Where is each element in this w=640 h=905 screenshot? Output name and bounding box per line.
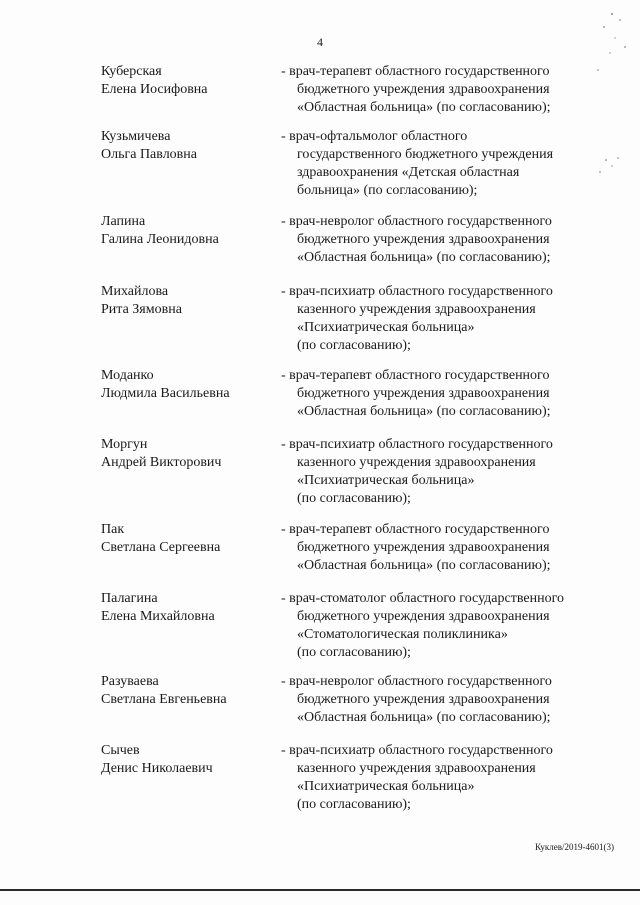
member-given-names: Светлана Сергеевна — [101, 540, 221, 555]
member-role-line: - врач-стоматолог областного государственного — [281, 591, 564, 606]
member-given-names: Галина Леонидовна — [101, 232, 219, 247]
member-role-line: «Областная больница» (по согласованию); — [297, 710, 551, 725]
member-role-line: «Психиатрическая больница» — [297, 320, 475, 335]
member-role-line: (по согласованию); — [297, 797, 411, 812]
member-surname: Куберская — [101, 64, 162, 79]
member-role — [281, 742, 611, 814]
member-role-line: бюджетного учреждения здравоохранения — [297, 232, 550, 247]
member-role-line: «Психиатрическая больница» — [297, 779, 475, 794]
member-role-line: казенного учреждения здравоохранения — [297, 455, 536, 470]
member-role-line: - врач-терапевт областного государственного — [281, 64, 550, 79]
member-name — [101, 521, 276, 557]
member-surname: Пак — [101, 522, 125, 537]
member-role-line: бюджетного учреждения здравоохранения — [297, 82, 550, 97]
member-given-names: Людмила Васильевна — [101, 386, 230, 401]
member-role-line: - врач-терапевт областного государственного — [281, 522, 550, 537]
document-reference: Куклев/2019-4601(3) — [535, 842, 614, 852]
member-role — [281, 521, 611, 575]
member-name — [101, 128, 276, 164]
member-role-line: казенного учреждения здравоохранения — [297, 761, 536, 776]
member-role — [281, 436, 611, 508]
page-number: 4 — [317, 35, 323, 49]
member-role-line: больница» (по согласованию); — [297, 183, 478, 198]
member-surname: Сычев — [101, 743, 140, 758]
scan-bottom-edge — [0, 889, 640, 891]
member-name — [101, 367, 276, 403]
member-surname: Моданко — [101, 368, 154, 383]
member-role-line: «Психиатрическая больница» — [297, 473, 475, 488]
member-role-line: казенного учреждения здравоохранения — [297, 302, 536, 317]
member-surname: Лапина — [101, 214, 146, 229]
member-role-line: - врач-психиатр областного государственного — [281, 743, 553, 758]
member-role-line: бюджетного учреждения здравоохранения — [297, 540, 550, 555]
member-surname: Разуваева — [101, 674, 159, 689]
member-role-line: «Областная больница» (по согласованию); — [297, 558, 551, 573]
member-role — [281, 590, 611, 662]
member-name — [101, 213, 276, 249]
member-role-line: «Областная больница» (по согласованию); — [297, 250, 551, 265]
member-role — [281, 213, 611, 267]
member-role-line: - врач-невролог областного государственного — [281, 214, 552, 229]
member-role-line: «Областная больница» (по согласованию); — [297, 100, 551, 115]
member-role-line: (по согласованию); — [297, 645, 411, 660]
member-given-names: Елена Михайловна — [101, 609, 215, 624]
member-surname: Моргун — [101, 437, 148, 452]
member-name — [101, 436, 276, 472]
member-role-line: - врач-терапевт областного государственного — [281, 368, 550, 383]
member-role-line: (по согласованию); — [297, 491, 411, 506]
member-name — [101, 590, 276, 626]
member-role-line: - врач-психиатр областного государственного — [281, 437, 553, 452]
member-role-line: - врач-офтальмолог областного — [281, 129, 468, 144]
member-name — [101, 63, 276, 99]
member-role-line: - врач-психиатр областного государственного — [281, 284, 553, 299]
member-role-line: - врач-невролог областного государственного — [281, 674, 552, 689]
member-role — [281, 673, 611, 727]
member-role-line: государственного бюджетного учреждения — [297, 147, 554, 162]
member-given-names: Светлана Евгеньевна — [101, 692, 227, 707]
member-role-line: (по согласованию); — [297, 338, 411, 353]
member-surname: Михайлова — [101, 284, 169, 299]
member-name — [101, 283, 276, 319]
member-role — [281, 367, 611, 421]
member-role — [281, 128, 611, 200]
member-role-line: бюджетного учреждения здравоохранения — [297, 609, 550, 624]
member-role-line: бюджетного учреждения здравоохранения — [297, 386, 550, 401]
member-given-names: Елена Иосифовна — [101, 82, 208, 97]
member-role-line: бюджетного учреждения здравоохранения — [297, 692, 550, 707]
member-given-names: Андрей Викторович — [101, 455, 222, 470]
member-surname: Палагина — [101, 591, 158, 606]
member-given-names: Рита Зямовна — [101, 302, 182, 317]
member-role-line: здравоохранения «Детская областная — [297, 165, 520, 180]
member-given-names: Денис Николаевич — [101, 761, 213, 776]
member-surname: Кузьмичева — [101, 129, 171, 144]
member-name — [101, 742, 276, 778]
member-name — [101, 673, 276, 709]
member-given-names: Ольга Павловна — [101, 147, 197, 162]
member-role — [281, 283, 611, 355]
member-role — [281, 63, 611, 117]
member-role-line: «Областная больница» (по согласованию); — [297, 404, 551, 419]
member-role-line: «Стоматологическая поликлиника» — [297, 627, 508, 642]
